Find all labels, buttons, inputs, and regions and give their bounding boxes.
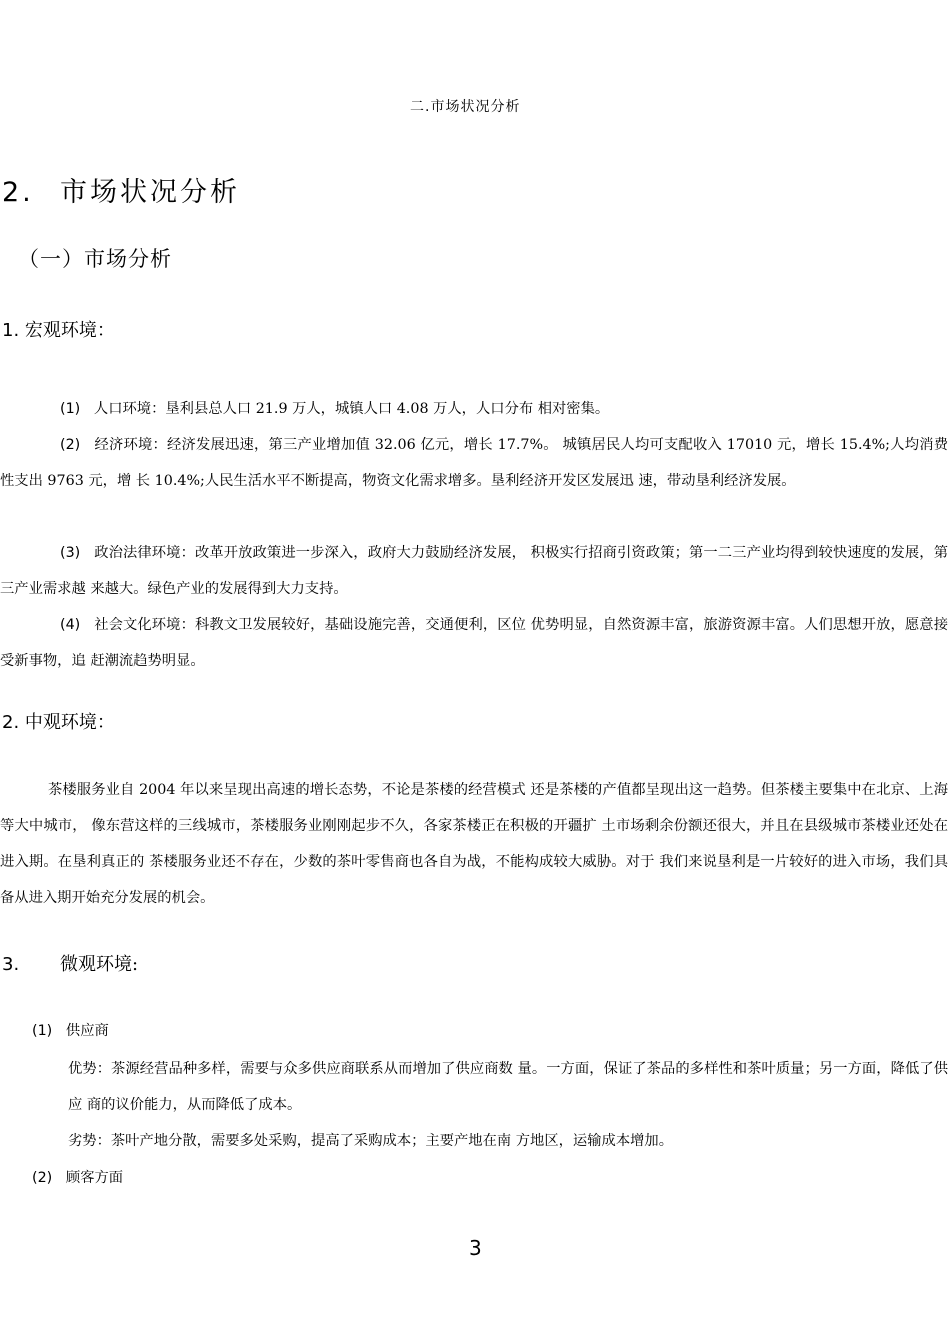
- customer-marker: (2): [32, 1170, 53, 1186]
- supplier-marker: (1): [32, 1023, 53, 1039]
- meso-heading-number: 2.: [2, 712, 20, 733]
- section-heading: （一）市场分析: [18, 247, 172, 271]
- macro-item-2: [0, 427, 948, 499]
- chapter-number: 2.: [2, 177, 34, 208]
- macro-item-4: [0, 607, 948, 679]
- meso-paragraph: 茶楼服务业自 2004 年以来呈现出高速的增长态势，不论是茶楼的经营模式 还是茶楼的产值都呈现出这一趋势。但茶楼主要集中在北京、上海等大中城市， 像东营这样的三线城市，茶楼服务业刚刚起步不久，各家茶楼正在积极的开疆扩 土市场剩余份额还很大，并且在县级城市茶楼业还处在进入期。在垦利真正的 茶楼服务业还不存在，少数的茶叶零售商也各自为战，不能构成较大威胁。对于 我们来说垦利是一片较好的进入市场，我们具备从进入期开始充分发展的机会。: [0, 782, 948, 906]
- micro-heading-text: 微观环境:: [60, 954, 139, 975]
- supplier-item: [32, 1013, 109, 1049]
- macro-item-3-text: 政治法律环境：改革开放政策进一步深入，政府大力鼓励经济发展， 积极实行招商引资政策；第一二三产业均得到较快速度的发展，第三产业需求越 来越大。绿色产业的发展得到大力支持。: [0, 545, 948, 597]
- macro-item-4-text: 社会文化环境：科教文卫发展较好，基础设施完善，交通便利，区位 优势明显，自然资源丰富，旅游资源丰富。人们思想开放，愿意接受新事物，追 赶潮流趋势明显。: [0, 617, 948, 669]
- macro-item-1: [0, 391, 948, 427]
- macro-item-1-marker: (1): [60, 401, 81, 417]
- macro-item-2-text: 经济环境：经济发展迅速，第三产业增加值 32.06 亿元，增长 17.7%。 城镇居民人均可支配收入 17010 元，增长 15.4%;人均消费性支出 9763 元，增 长 10.4%;人民生活水平不断提高，物资文化需求增多。垦利经济开发区发展迅 速，带动垦利经济发展。: [0, 437, 948, 489]
- micro-heading-number: 3.: [2, 954, 20, 975]
- page-number: 3: [469, 1236, 482, 1260]
- customer-label: 顾客方面: [65, 1170, 124, 1186]
- macro-item-3-marker: (3): [60, 545, 81, 561]
- customer-item: [32, 1160, 123, 1196]
- macro-heading: [2, 316, 115, 342]
- supplier-label: 供应商: [65, 1023, 109, 1039]
- macro-item-2-marker: (2): [60, 437, 81, 453]
- meso-heading-text: 中观环境：: [24, 712, 115, 733]
- chapter-heading: [2, 170, 240, 209]
- meso-heading: [2, 708, 115, 734]
- micro-heading: [2, 950, 138, 976]
- macro-heading-number: 1.: [2, 320, 20, 341]
- macro-item-3: [0, 535, 948, 607]
- supplier-advantage: 优势：茶源经营品种多样，需要与众多供应商联系从而增加了供应商数 量。一方面，保证了茶品的多样性和茶叶质量；另一方面，降低了供应 商的议价能力，从而降低了成本。: [68, 1061, 948, 1113]
- macro-item-4-marker: (4): [60, 617, 81, 633]
- chapter-title: 市场状况分析: [60, 177, 240, 208]
- running-header: 二.市场状况分析: [410, 99, 521, 115]
- macro-heading-text: 宏观环境：: [24, 320, 115, 341]
- macro-item-1-text: 人口环境：垦利县总人口 21.9 万人，城镇人口 4.08 万人，人口分布 相对密集。: [93, 401, 610, 417]
- supplier-disadvantage: 劣势：茶叶产地分散，需要多处采购，提高了采购成本；主要产地在南 方地区，运输成本增加。: [68, 1133, 674, 1149]
